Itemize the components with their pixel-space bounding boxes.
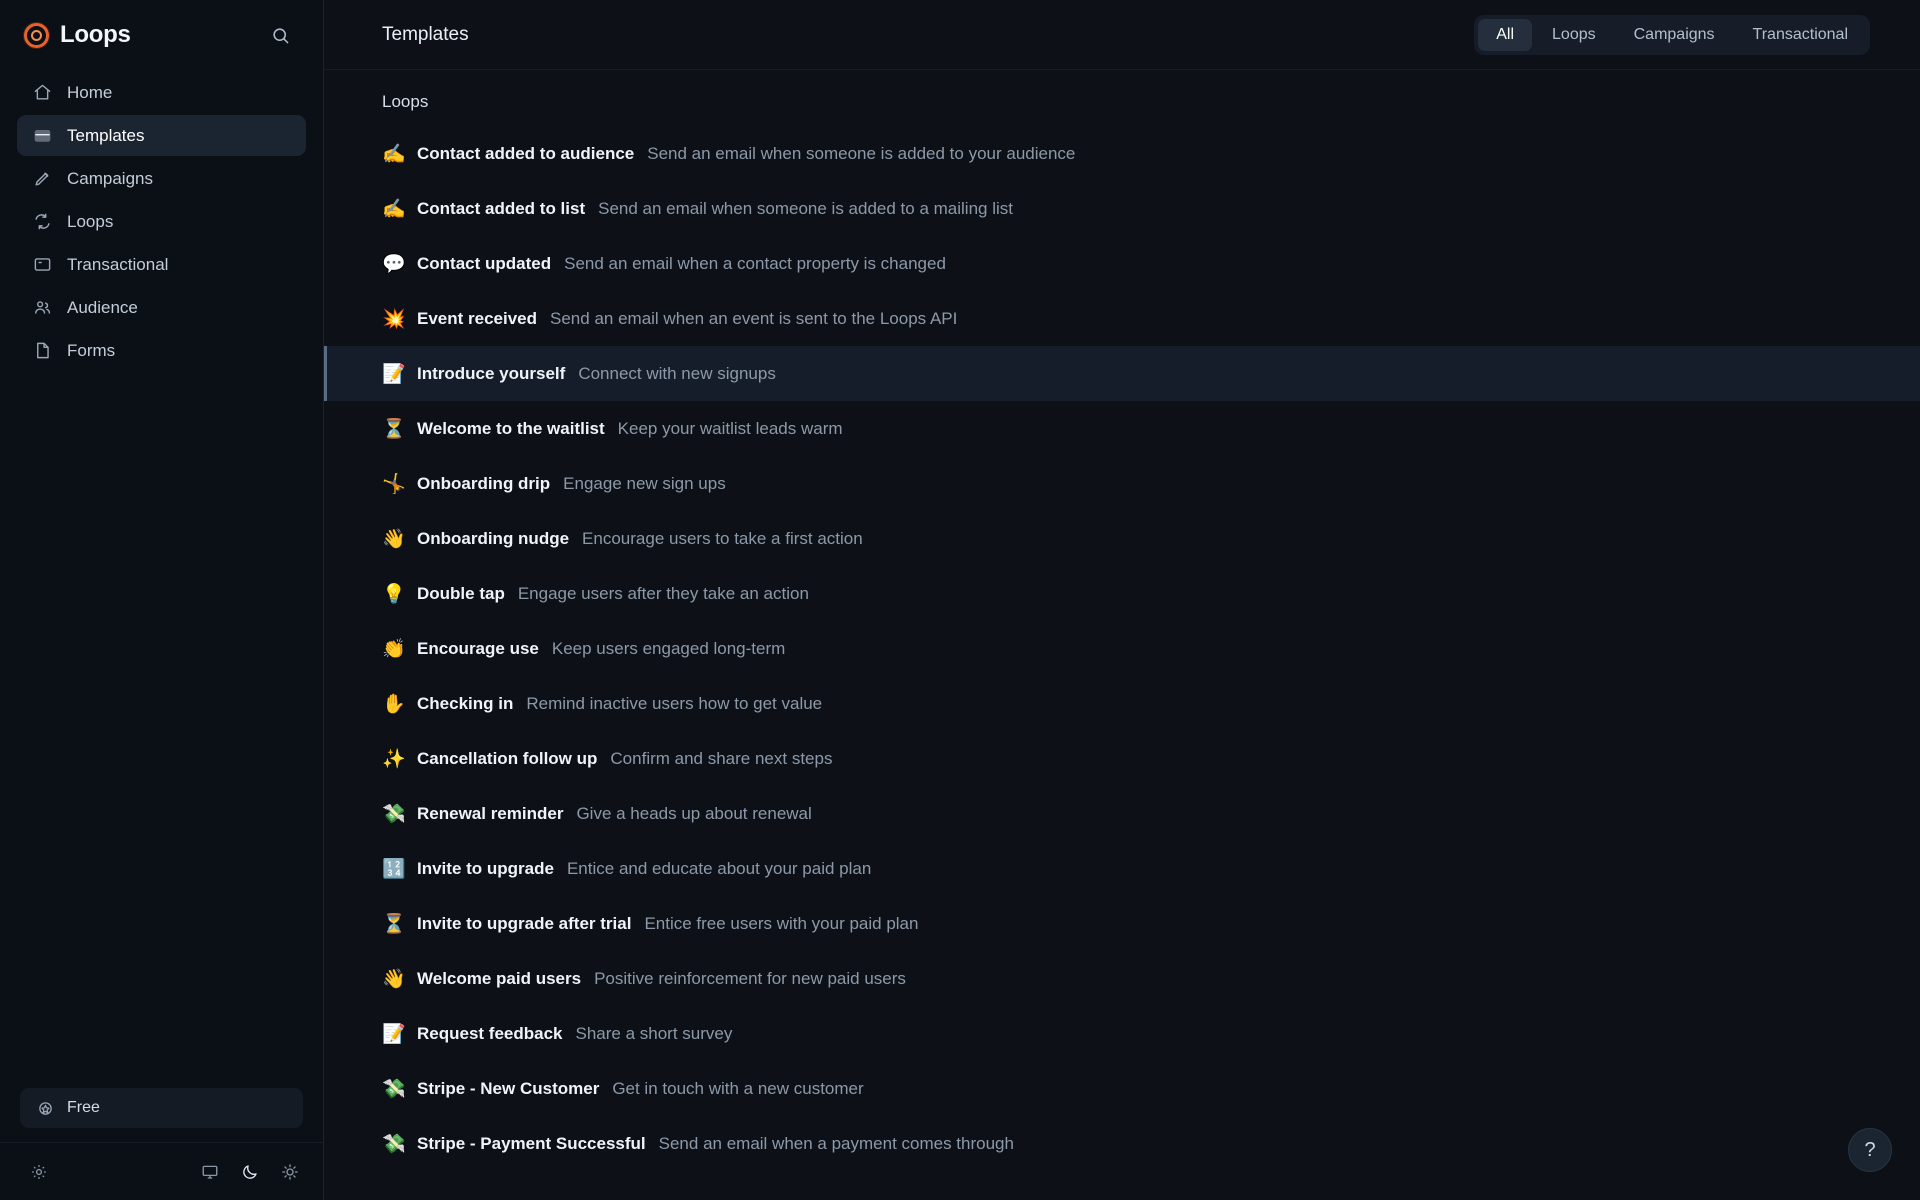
template-row[interactable] bbox=[324, 621, 1920, 676]
page-title: Templates bbox=[382, 23, 469, 45]
sidebar-item-label: Transactional bbox=[67, 254, 169, 274]
sidebar-item-campaigns[interactable] bbox=[17, 158, 306, 199]
template-title: Invite to upgrade bbox=[417, 858, 554, 878]
template-title: Introduce yourself bbox=[417, 363, 566, 383]
template-row[interactable] bbox=[324, 456, 1920, 511]
template-emoji-icon: 📝 bbox=[382, 363, 406, 385]
sidebar-item-forms[interactable] bbox=[17, 330, 306, 371]
template-title: Contact updated bbox=[417, 253, 552, 273]
template-row[interactable] bbox=[324, 841, 1920, 896]
template-description: Positive reinforcement for new paid users bbox=[594, 968, 906, 988]
template-rows bbox=[324, 126, 1920, 1171]
template-emoji-icon: 💬 bbox=[382, 253, 406, 275]
template-description: Remind inactive users how to get value bbox=[526, 693, 823, 713]
template-title: Double tap bbox=[417, 583, 505, 603]
template-description: Get in touch with a new customer bbox=[612, 1078, 864, 1098]
sidebar-item-loops[interactable] bbox=[17, 201, 306, 242]
template-title: Checking in bbox=[417, 693, 514, 713]
template-description: Keep users engaged long-term bbox=[551, 638, 786, 658]
template-emoji-icon: 💥 bbox=[382, 308, 406, 330]
gear-icon[interactable] bbox=[30, 1163, 48, 1181]
template-emoji-icon: 💸 bbox=[382, 1078, 406, 1100]
moon-icon[interactable] bbox=[241, 1163, 259, 1181]
template-description: Entice and educate about your paid plan bbox=[566, 858, 872, 878]
template-row[interactable] bbox=[324, 896, 1920, 951]
sidebar-item-home[interactable] bbox=[17, 72, 306, 113]
template-row[interactable] bbox=[324, 346, 1920, 401]
template-row[interactable] bbox=[324, 676, 1920, 731]
template-title: Event received bbox=[417, 308, 538, 328]
template-title: Onboarding nudge bbox=[417, 528, 570, 548]
plan-label: Free bbox=[67, 1099, 100, 1116]
template-emoji-icon: 💡 bbox=[382, 583, 406, 605]
template-description: Entice free users with your paid plan bbox=[644, 913, 919, 933]
topbar bbox=[324, 0, 1920, 70]
template-row[interactable] bbox=[324, 786, 1920, 841]
template-title: Onboarding drip bbox=[417, 473, 551, 493]
template-title: Welcome paid users bbox=[417, 968, 582, 988]
template-description: Connect with new signups bbox=[578, 363, 776, 383]
sidebar-bottom bbox=[0, 1088, 323, 1142]
loop-icon bbox=[31, 211, 53, 233]
brand[interactable] bbox=[24, 21, 131, 49]
template-emoji-icon: ✍️ bbox=[382, 143, 406, 165]
template-description: Send an email when someone is added to a mailing list bbox=[598, 198, 1013, 218]
template-emoji-icon: 👋 bbox=[382, 528, 406, 550]
sparkle-icon bbox=[34, 1097, 56, 1119]
brand-row bbox=[0, 0, 323, 64]
template-row[interactable] bbox=[324, 951, 1920, 1006]
template-title: Stripe - New Customer bbox=[417, 1078, 600, 1098]
monitor-icon[interactable] bbox=[201, 1163, 219, 1181]
sidebar-item-label: Forms bbox=[67, 340, 116, 360]
template-description: Send an email when a contact property is changed bbox=[564, 253, 946, 273]
template-row[interactable] bbox=[324, 181, 1920, 236]
template-emoji-icon: 📝 bbox=[382, 1023, 406, 1045]
template-emoji-icon: 💸 bbox=[382, 1133, 406, 1155]
template-description: Confirm and share next steps bbox=[610, 748, 833, 768]
template-row[interactable] bbox=[324, 401, 1920, 456]
section-label: Loops bbox=[382, 92, 429, 111]
template-title: Contact added to audience bbox=[417, 143, 635, 163]
sidebar-item-transactional[interactable] bbox=[17, 244, 306, 285]
template-row[interactable] bbox=[324, 236, 1920, 291]
template-description: Engage new sign ups bbox=[563, 473, 726, 493]
templates-icon bbox=[31, 125, 53, 147]
sidebar-item-label: Home bbox=[67, 82, 113, 102]
template-description: Engage users after they take an action bbox=[517, 583, 809, 603]
template-emoji-icon: 🤸 bbox=[382, 473, 406, 495]
template-row[interactable] bbox=[324, 1061, 1920, 1116]
main-content bbox=[324, 0, 1920, 1200]
sidebar-item-label: Loops bbox=[67, 211, 114, 231]
template-description: Send an email when an event is sent to the Loops API bbox=[550, 308, 958, 328]
theme-switcher bbox=[201, 1163, 299, 1181]
help-button[interactable]: ? bbox=[1848, 1128, 1892, 1172]
people-icon bbox=[31, 297, 53, 319]
search-icon[interactable] bbox=[265, 20, 295, 50]
template-emoji-icon: ⏳ bbox=[382, 418, 406, 440]
template-row[interactable] bbox=[324, 731, 1920, 786]
template-row[interactable] bbox=[324, 291, 1920, 346]
template-title: Stripe - Payment Successful bbox=[417, 1133, 646, 1153]
template-row[interactable] bbox=[324, 511, 1920, 566]
template-row[interactable] bbox=[324, 566, 1920, 621]
sidebar-item-templates[interactable] bbox=[17, 115, 306, 156]
template-row[interactable] bbox=[324, 1116, 1920, 1171]
template-emoji-icon: ✨ bbox=[382, 748, 406, 770]
brand-name: Loops bbox=[60, 21, 131, 48]
template-title: Request feedback bbox=[417, 1023, 563, 1043]
sidebar-item-label: Audience bbox=[67, 297, 138, 317]
loops-logo-icon bbox=[24, 23, 49, 48]
template-title: Contact added to list bbox=[417, 198, 586, 218]
template-description: Give a heads up about renewal bbox=[576, 803, 812, 823]
template-emoji-icon: ⏳ bbox=[382, 913, 406, 935]
templates-list bbox=[324, 70, 1920, 1200]
template-description: Send an email when someone is added to your audience bbox=[647, 143, 1076, 163]
template-row[interactable] bbox=[324, 1006, 1920, 1061]
tab-transactional[interactable]: Transactional bbox=[1752, 25, 1848, 43]
filter-tabs bbox=[1474, 15, 1870, 55]
template-title: Invite to upgrade after trial bbox=[417, 913, 632, 933]
sidebar-item-label: Campaigns bbox=[67, 168, 153, 188]
template-title: Cancellation follow up bbox=[417, 748, 598, 768]
forms-icon bbox=[31, 340, 53, 362]
template-title: Renewal reminder bbox=[417, 803, 564, 823]
sidebar-footer bbox=[0, 1142, 323, 1200]
template-description: Encourage users to take a first action bbox=[582, 528, 863, 548]
transactional-icon bbox=[31, 254, 53, 276]
sun-icon[interactable] bbox=[281, 1163, 299, 1181]
template-emoji-icon: ✍️ bbox=[382, 198, 406, 220]
template-description: Share a short survey bbox=[575, 1023, 733, 1043]
template-emoji-icon: 👋 bbox=[382, 968, 406, 990]
home-icon bbox=[31, 82, 53, 104]
template-emoji-icon: 👏 bbox=[382, 638, 406, 660]
template-emoji-icon: 💸 bbox=[382, 803, 406, 825]
sidebar-nav bbox=[0, 64, 323, 371]
template-emoji-icon: 🔢 bbox=[382, 858, 406, 880]
tab-loops[interactable]: Loops bbox=[1552, 25, 1596, 43]
sidebar-item-audience[interactable] bbox=[17, 287, 306, 328]
template-emoji-icon: ✋ bbox=[382, 693, 406, 715]
tab-all[interactable]: All bbox=[1478, 19, 1532, 51]
template-description: Keep your waitlist leads warm bbox=[617, 418, 843, 438]
template-title: Encourage use bbox=[417, 638, 539, 658]
template-title: Welcome to the waitlist bbox=[417, 418, 605, 438]
template-description: Send an email when a payment comes through bbox=[658, 1133, 1014, 1153]
sidebar-item-label: Templates bbox=[67, 125, 145, 145]
sidebar bbox=[0, 0, 324, 1200]
tab-campaigns[interactable]: Campaigns bbox=[1633, 25, 1715, 43]
pencil-icon bbox=[31, 168, 53, 190]
plan-button[interactable] bbox=[20, 1088, 303, 1128]
template-row[interactable] bbox=[324, 126, 1920, 181]
